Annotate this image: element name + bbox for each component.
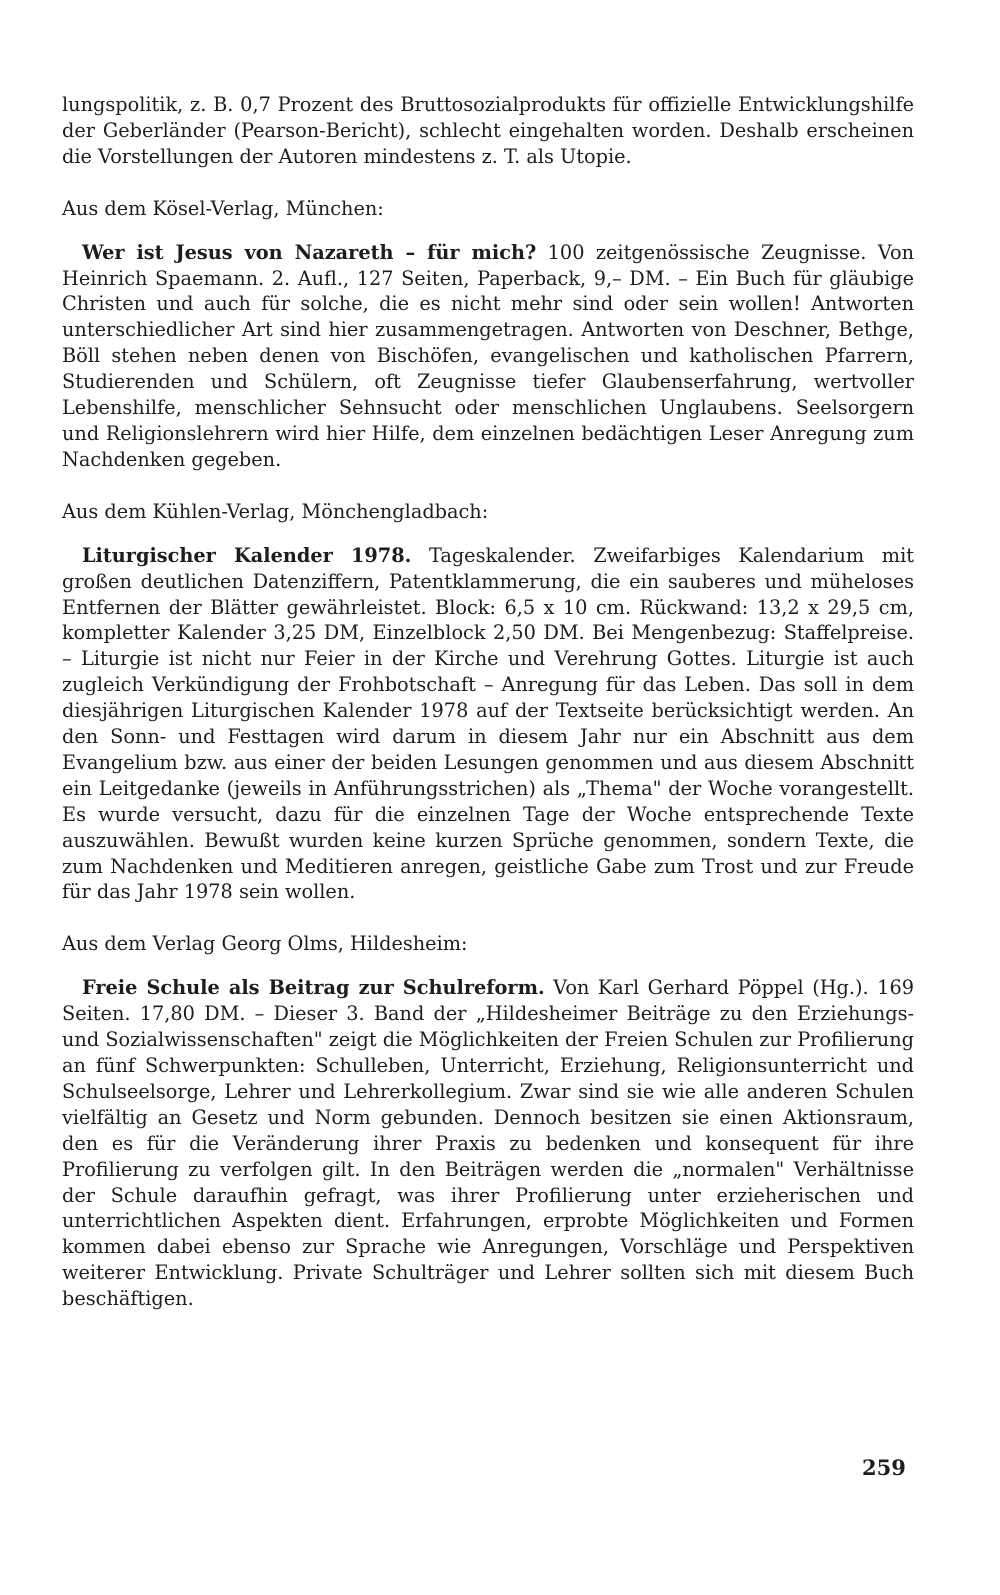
intro-paragraph: lungspolitik, z. B. 0,7 Prozent des Bruttosozialprodukts für offizielle Entwicklungshilfe der Geberländer (Pearson-Bericht), schlecht eingehalten worden. Deshalb erscheinen die Vorstellungen der Autoren mindestens z. T. als Utopie. — [62, 93, 914, 168]
book-title-2: Liturgischer Kalender 1978. — [82, 543, 412, 567]
book-entry-2 — [62, 543, 914, 906]
source-gap — [62, 525, 914, 543]
book-title-1: Wer ist Jesus von Nazareth – für mich? — [82, 240, 537, 264]
book-title-3: Freie Schule als Beitrag zur Schulreform. — [82, 976, 545, 1000]
page-number: 259 — [862, 1455, 906, 1480]
book-body-3: Von Karl Gerhard Pöppel (Hg.). 169 Seiten. 17,80 DM. – Dieser 3. Band der „Hildesheimer Beiträge zu den Erziehungs- und Sozialwissenschaften" zeigt die Möglichkeiten der Freien Schulen zur Profilierung an fünf Schwerpunkten: Schulleben, Unterricht, Erziehung, Religionsunterricht und Schulseelsorge, Lehrer und Lehrerkollegium. Zwar sind sie wie alle anderen Schulen vielfältig an Gesetz und Norm gebunden. Dennoch besitzen sie einen Aktionsraum, den es für die Veränderung ihrer Praxis zu bedenken und konsequent für ihre Profilierung zu verfolgen gilt. In den Beiträgen werden die „normalen" Verhältnisse der Schule daraufhin gefragt, was ihrer Profilierung unter erzieherischen und unterrichtlichen Aspekten dient. Erfahrungen, erprobte Möglichkeiten und Formen kommen dabei ebenso zur Sprache wie Anregungen, Vorschläge und Perspektiven weiterer Entwicklung. Private Schulträger und Lehrer sollten sich mit diesem Buch beschäftigen. — [62, 976, 914, 1311]
section-gap — [62, 473, 914, 499]
section-gap — [62, 170, 914, 196]
book-entry-3 — [62, 975, 914, 1312]
book-entry-1 — [62, 240, 914, 473]
publisher-source-2: Aus dem Kühlen-Verlag, Mönchengladbach: — [62, 499, 489, 523]
source-gap — [62, 957, 914, 975]
source-gap — [62, 222, 914, 240]
book-body-2: Tageskalender. Zweifarbiges Kalendarium mit großen deutlichen Datenziffern, Patentklammerung, die ein sauberes und müheloses Entfernen der Blätter gewährleistet. Block: 6,5 x 10 cm. Rückwand: 13,2 x 29,5 cm, kompletter Kalender 3,25 DM, Einzelblock 2,50 DM. Bei Mengenbezug: Staffelpreise. – Liturgie ist nicht nur Feier in der Kirche und Verehrung Gottes. Liturgie ist auch zugleich Verkündigung der Frohbotschaft – Anregung für das Leben. Das soll in dem diesjährigen Liturgischen Kalender 1978 auf der Textseite berücksichtigt werden. An den Sonn- und Festtagen wird darum in diesem Jahr nur ein Abschnitt aus dem Evangelium bzw. aus einer der beiden Lesungen genommen und aus diesem Abschnitt ein Leitgedanke (jeweils in Anführungsstrichen) als „Thema" der Woche vorangestellt. Es wurde versucht, dazu für die einzelnen Tage der Woche entsprechende Texte auszuwählen. Bewußt wurden keine kurzen Sprüche genommen, sondern Texte, die zum Nachdenken und Meditieren anregen, geistliche Gabe zum Trost und zur Freude für das Jahr 1978 sein wollen. — [62, 543, 914, 904]
publisher-source-1: Aus dem Kösel-Verlag, München: — [62, 196, 384, 220]
publisher-source-3: Aus dem Verlag Georg Olms, Hildesheim: — [62, 932, 468, 956]
document-page — [62, 92, 914, 1312]
section-gap — [62, 905, 914, 931]
book-body-1: 100 zeitgenössische Zeugnisse. Von Heinrich Spaemann. 2. Aufl., 127 Seiten, Paperback, 9,– DM. – Ein Buch für gläubige Christen und auch für solche, die es nicht mehr sind oder sein wollen! Antworten unterschiedlicher Art sind hier zusammengetragen. Antworten von Deschner, Bethge, Böll stehen neben denen von Bischöfen, evangelischen und katholischen Pfarrern, Studierenden und Schülern, oft Zeugnisse tiefer Glaubenserfahrung, wertvoller Lebenshilfe, menschlicher Sehnsucht oder menschlichen Unglaubens. Seelsorgern und Religionslehrern wird hier Hilfe, dem einzelnen bedächtigen Leser Anregung zum Nachdenken gegeben. — [62, 240, 914, 471]
